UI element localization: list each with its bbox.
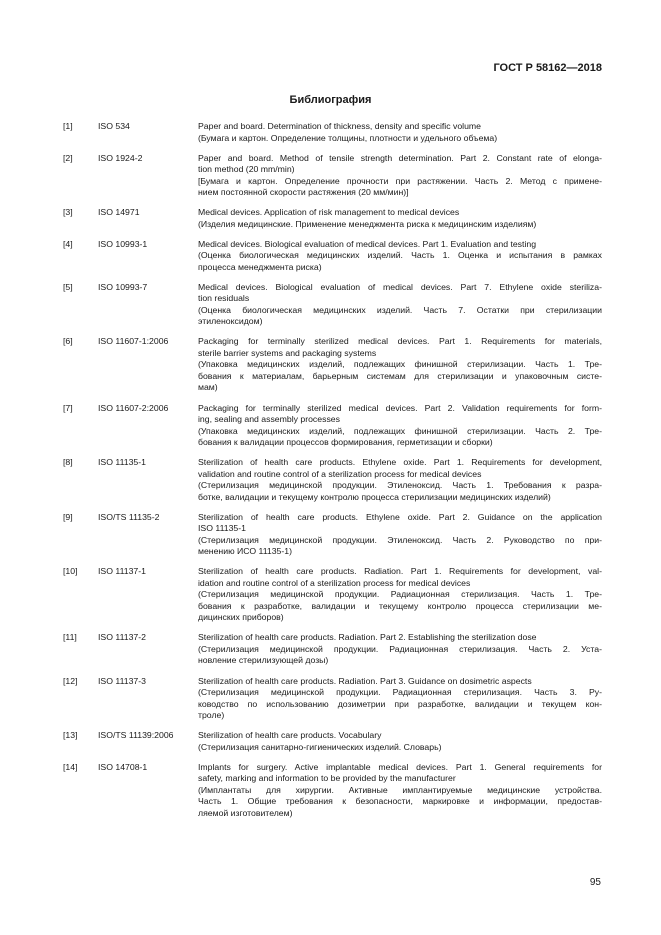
entry-line: (Стерилизация медицинской продукции. Этиленоксид. Часть 1. Требования к разра- [198, 480, 602, 491]
entry-standard-code: ISO 10993-7 [98, 281, 148, 292]
entry-line: ботке, валидации и текущему контролю процесса стерилизации медицинских изделий) [198, 491, 551, 502]
entry-line: Sterilization of health care products. Ethylene oxide. Part 1. Requirements for development, [198, 457, 602, 468]
entry-line: [Бумага и картон. Определение прочности при растяжении. Часть 2. Метод с примене- [198, 175, 602, 186]
entry-line: (Стерилизация медицинской продукции. Радиационная стерилизация. Часть 2. Уста- [198, 643, 602, 654]
bibliography-entry [63, 566, 603, 624]
entry-line: Sterilization of health care products. Radiation. Part 2. Establishing the sterilization dose [198, 632, 537, 643]
bibliography-entry [63, 512, 603, 558]
entry-number: [2] [63, 152, 73, 163]
entry-line: ляемой изготовителем) [198, 807, 293, 818]
entry-line: (Бумага и картон. Определение толщины, плотности и удельного объема) [198, 132, 498, 143]
entry-line: Sterilization of health care products. Vocabulary [198, 730, 382, 741]
bibliography-entry [63, 632, 603, 667]
entry-description [198, 153, 602, 199]
entry-description [198, 403, 602, 449]
entry-line: (Оценка биологическая медицинских изделий. Часть 1. Оценка и испытания в рамках [198, 250, 602, 261]
entry-standard-code: ISO 11135-1 [98, 457, 146, 468]
entry-line: sterile barrier systems and packaging systems [198, 347, 377, 358]
entry-standard-code: ISO 11607-1:2006 [98, 336, 169, 347]
entry-line: (Упаковка медицинских изделий, подлежащих финишной стерилизации. Часть 1. Тре- [198, 359, 602, 370]
entry-number: [7] [63, 402, 73, 413]
entry-line: Sterilization of health care products. Radiation. Part 1. Requirements for development, val- [198, 566, 602, 577]
entry-line: новление стерилизующей дозы) [198, 655, 329, 666]
entry-standard-code: ISO/TS 11135-2 [98, 511, 160, 522]
entry-standard-code: ISO 534 [98, 121, 130, 131]
bibliography-entry [63, 239, 603, 274]
entry-line: Packaging for terminally sterilized medical devices. Part 1. Requirements for materials, [198, 336, 602, 347]
entry-description [198, 512, 602, 558]
entry-number: [5] [63, 281, 73, 292]
entry-description [198, 762, 602, 820]
entry-number: [11] [63, 632, 77, 643]
entry-number: [8] [63, 457, 73, 468]
entry-standard-code: ISO 1924-2 [98, 152, 143, 163]
entry-line: validation and routine control of a sterilization process for medical devices [198, 468, 482, 479]
entry-line: Packaging for terminally sterilized medical devices. Part 2. Validation requirements for form- [198, 402, 602, 413]
entry-line: Sterilization of health care products. Ethylene oxide. Part 2. Guidance on the application [198, 511, 602, 522]
entry-line: (Стерилизация санитарно-гигиенических изделий. Словарь) [198, 741, 442, 752]
entry-line: idation and routine control of a sterilization process for medical devices [198, 577, 471, 588]
entry-line: ководство по использованию дозиметрии при разработке, валидации и текущем кон- [198, 698, 602, 709]
entry-line: Paper and board. Determination of thickness, density and specific volume [198, 121, 481, 131]
entry-number: [14] [63, 761, 78, 772]
entry-line: tion residuals [198, 293, 250, 304]
entry-line: ISO 11135-1 [198, 523, 246, 534]
entry-standard-code: ISO/TS 11139:2006 [98, 730, 174, 741]
entry-standard-code: ISO 14708-1 [98, 761, 148, 772]
bibliography-entry [63, 153, 603, 199]
page-title: Библиография [289, 94, 372, 106]
entry-line: процесса менеджмента риска) [198, 261, 322, 272]
entry-description [198, 282, 602, 328]
entry-description [198, 207, 602, 230]
document-header: ГОСТ Р 58162—2018 [493, 62, 602, 74]
bibliography-list [63, 121, 603, 828]
entry-line: Medical devices. Biological evaluation of medical devices. Part 1. Evaluation and testing [198, 238, 537, 249]
bibliography-entry [63, 730, 603, 753]
bibliography-entry [63, 282, 603, 328]
bibliography-entry [63, 762, 603, 820]
entry-line: нием постоянной скорости растяжения (20 мм/мин)] [198, 187, 409, 198]
bibliography-entry [63, 457, 603, 503]
entry-standard-code: ISO 14971 [98, 207, 140, 218]
entry-description [198, 336, 602, 394]
entry-line: мам) [198, 382, 218, 393]
entry-line: Paper and board. Method of tensile strength determination. Part 2. Constant rate of elonga- [198, 152, 602, 163]
entry-line: (Оценка биологическая медицинских изделий. Часть 7. Остатки при стерилизации [198, 304, 602, 315]
entry-description [198, 676, 602, 722]
entry-number: [3] [63, 207, 73, 218]
entry-standard-code: ISO 11607-2:2006 [98, 402, 169, 413]
bibliography-entry [63, 121, 603, 144]
entry-line: tion method (20 mm/min) [198, 164, 295, 175]
entry-description [198, 566, 602, 624]
entry-description [198, 121, 602, 144]
entry-number: [6] [63, 336, 73, 347]
entry-standard-code: ISO 10993-1 [98, 238, 148, 249]
entry-line: (Стерилизация медицинской продукции. Радиационная стерилизация. Часть 1. Тре- [198, 589, 602, 600]
entry-number: [10] [63, 566, 78, 577]
entry-line: (Изделия медицинские. Применение менеджмента риска к медицинским изделиям) [198, 218, 537, 229]
entry-line: бования к разработке, валидации и текущему контролю процесса стерилизации ме- [198, 600, 602, 611]
entry-line: этиленоксидом) [198, 316, 263, 327]
entry-line: Medical devices. Application of risk management to medical devices [198, 207, 460, 218]
entry-description [198, 457, 602, 503]
entry-line: (Упаковка медицинских изделий, подлежащих финишной стерилизации. Часть 2. Тре- [198, 425, 602, 436]
bibliography-entry [63, 403, 603, 449]
entry-description [198, 730, 602, 753]
bibliography-entry [63, 676, 603, 722]
entry-line: (Стерилизация медицинской продукции. Радиационная стерилизация. Часть 3. Ру- [198, 687, 602, 698]
entry-line: Sterilization of health care products. Radiation. Part 3. Guidance on dosimetric aspects [198, 675, 532, 686]
page-number: 95 [589, 877, 601, 888]
bibliography-entry [63, 207, 603, 230]
entry-line: бования к материалам, барьерным системам для стерилизации и упаковочным систе- [198, 370, 602, 381]
entry-line: (Имплантаты для хирургии. Активные имплантируемые медицинские устройства. [198, 784, 602, 795]
entry-number: [9] [63, 511, 73, 522]
entry-line: Implants for surgery. Active implantable medical devices. Part 1. General requirements for [198, 761, 602, 772]
entry-standard-code: ISO 11137-3 [98, 675, 146, 686]
entry-line: бования к валидации процессов формирования, герметизации и сборки) [198, 437, 493, 448]
entry-line: менению ИСО 11135-1) [198, 546, 292, 557]
entry-number: [4] [63, 238, 73, 249]
entry-standard-code: ISO 11137-2 [98, 632, 146, 643]
entry-line: Часть 1. Общие требования к безопасности, маркировке и информации, предостав- [198, 796, 602, 807]
entry-number: [13] [63, 730, 78, 741]
entry-line: ing, sealing and assembly processes [198, 414, 340, 425]
bibliography-entry [63, 336, 603, 394]
entry-number: [12] [63, 675, 78, 686]
entry-line: дицинских приборов) [198, 612, 284, 623]
entry-description [198, 239, 602, 274]
entry-line: (Стерилизация медицинской продукции. Этиленоксид. Часть 2. Руководство по при- [198, 534, 602, 545]
entry-line: троле) [198, 710, 225, 721]
entry-number: [1] [63, 121, 73, 131]
entry-line: Medical devices. Biological evaluation of medical devices. Part 7. Ethylene oxide steriliza- [198, 281, 602, 292]
entry-description [198, 632, 602, 667]
entry-standard-code: ISO 11137-1 [98, 566, 146, 577]
entry-line: safety, marking and information to be provided by the manufacturer [198, 773, 456, 784]
